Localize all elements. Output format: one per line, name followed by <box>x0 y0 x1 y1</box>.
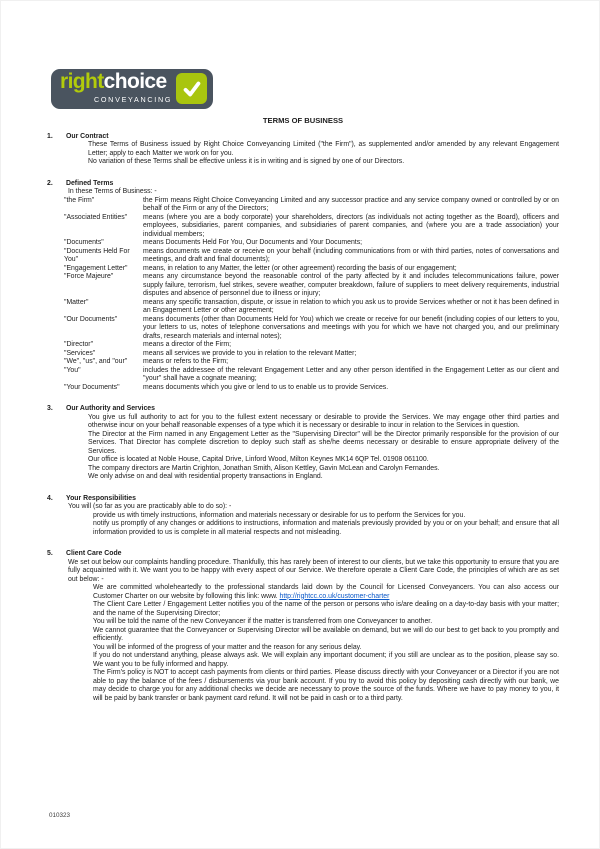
term-label: "Documents Held For You" <box>64 247 130 263</box>
term-label: "Director" <box>64 341 94 348</box>
document-body <box>1 117 600 716</box>
term-definition: means, in relation to any Matter, the letter (or other agreement) recording the basis of our engagement; <box>143 264 457 272</box>
section-authority-services <box>47 405 559 482</box>
term-label: "Our Documents" <box>64 315 118 323</box>
company-logo <box>51 69 213 109</box>
logo-word-right: right <box>60 70 104 93</box>
section-intro: In these Terms of Business: - <box>68 188 157 195</box>
section-number: 5. <box>47 550 53 557</box>
section-heading: Client Care Code <box>66 550 122 557</box>
term-row <box>64 197 559 214</box>
section-number: 2. <box>47 179 53 187</box>
term-label: "Matter" <box>64 298 89 306</box>
paragraph: We only advise on and deal with residential property transactions in England. <box>88 473 323 480</box>
term-definition: means Documents Held For You, Our Documents and Your Documents; <box>143 239 363 246</box>
term-definition: means documents which you give or lend to us to enable us to provide Services. <box>143 383 389 391</box>
logo-word-choice: choice <box>103 70 167 93</box>
paragraph: You will be informed of the progress of your matter and the reason for any serious delay. <box>93 643 362 651</box>
paragraph: The Client Care Letter / Engagement Letter notifies you of the name of the person or persons who is/are dealing on a day-to-day basis with your matter; and the name of the Supervising Director; <box>93 601 559 617</box>
term-definition: the Firm means Right Choice Conveyancing Limited and any successor practice and any service company owned or controlled by or on behalf of the Firm or any of the Directors; <box>143 196 559 212</box>
term-label: "Your Documents" <box>64 383 120 391</box>
paragraph-text: We are committed wholeheartedly to the professional standards laid down by the Council for Licensed Conveyancers. You can also access our Customer Charter on our website by following this link: www. <box>93 584 559 600</box>
paragraph: provide us with timely instructions, information and materials necessary or desirable for us to perform the Services for you. <box>93 511 466 519</box>
term-row <box>64 350 559 359</box>
term-row <box>64 248 559 265</box>
section-client-care-code <box>47 550 559 703</box>
section-number: 1. <box>47 132 53 140</box>
term-definition: means documents we create or receive on your behalf (including communications from or with third parties, notes of conversations and meetings, and draft and final documents); <box>143 247 559 263</box>
term-definition: means all services we provide to you in relation to the relevant Matter; <box>143 349 357 357</box>
term-row <box>64 214 559 240</box>
paragraph: If you do not understand anything, please always ask. We will explain any important document; if you still are unclear as to the position, please say so. We want you to be fully informed and happy. <box>93 652 559 668</box>
paragraph: We cannot guarantee that the Conveyancer or Supervising Director will be available on demand, but we will do our best to get back to you promptly and efficiently. <box>93 626 559 642</box>
term-label: "Force Majeure" <box>64 273 114 280</box>
term-definition: means (where you are a body corporate) your shareholders, directors (as individuals not acting together as the Board), officers and employees, subsidiaries, parent companies, and subsidiaries of parent companies, and (where you are a trade association) your individual members; <box>143 213 559 238</box>
term-row <box>64 358 559 367</box>
paragraph: You will be told the name of the new Conveyancer if the matter is transferred from one Conveyancer to another. <box>93 618 433 625</box>
section-intro: You will (so far as you are practicably able to do so): - <box>68 503 232 510</box>
section-number: 4. <box>47 494 53 502</box>
term-label: "Associated Entities" <box>64 213 128 221</box>
paragraph: These Terms of Business issued by Right Choice Conveyancing Limited ("the Firm"), as supplemented and/or amended by any relevant Engagement Letter; apply to each Matter we work on for you. <box>88 141 559 157</box>
paragraph: No variation of these Terms shall be effective unless it is in writing and is signed by one of our Directors. <box>88 158 405 165</box>
term-row <box>64 316 559 342</box>
term-row <box>64 299 559 316</box>
logo-wordmark <box>60 70 167 94</box>
term-label: "the Firm" <box>64 196 95 204</box>
term-definition: means a director of the Firm; <box>143 341 232 348</box>
paragraph: The Firm's policy is NOT to accept cash payments from clients or third parties. Please discuss directly with your Conveyancer or a Director if you are not able to pay the balance of the fees / disbursements via your bank account. If you try to avoid this policy by depositing cash directly with our bank, we may decide to charge you for any additional checks we decide are necessary to prove the source of the funds. Where we have to pay money to you, it will be paid by bank transfer or bank payment card refund. It will not be paid in cash or to a third party. <box>93 669 559 702</box>
term-label: "Engagement Letter" <box>64 264 128 272</box>
term-row <box>64 273 559 299</box>
section-heading: Our Authority and Services <box>66 405 155 412</box>
checkmark-icon <box>176 73 207 104</box>
section-defined-terms <box>47 180 559 393</box>
document-version-code: 010323 <box>49 812 71 819</box>
term-row <box>64 239 559 248</box>
page-title: TERMS OF BUSINESS <box>262 116 344 125</box>
paragraph: The company directors are Martin Crighton, Jonathan Smith, Alison Kettley, Gavin McLean and Carolyn Fernandes. <box>88 464 440 472</box>
section-intro: We set out below our complaints handling procedure. Thankfully, this has rarely been of interest to our clients, but we take this opportunity to ensure that you are fully acquainted with it. We want you to be happy with every aspect of our Service. We therefore operate a Client Care Code, the principles of which are as set out below: - <box>68 558 559 583</box>
term-label: "Services" <box>64 349 96 357</box>
term-label: "You" <box>64 366 81 374</box>
section-heading: Your Responsibilities <box>66 494 136 502</box>
paragraph: You give us full authority to act for you to the fullest extent necessary or desirable to provide the Services. We may engage other third parties and otherwise incur on your behalf reasonable expenses of a type which it is necessary or desirable to incur in relation to the Services in question. <box>88 413 559 429</box>
section-heading: Defined Terms <box>66 179 114 187</box>
section-heading: Our Contract <box>66 132 109 140</box>
paragraph-with-link <box>93 584 559 601</box>
term-label: "We", "us", and "our" <box>64 358 128 365</box>
term-definition: means any circumstance beyond the reasonable control of the party affected by it and includes telecommunications failure, power supply failure, terrorism, fuel strikes, severe weather, computer breakdown, failure of suppliers to meet delivery requirements, industrial disputes and absence of personnel due to illness or injury; <box>143 273 559 297</box>
term-label: "Documents" <box>64 239 104 246</box>
term-definition: means documents (other than Documents Held for You) which we create or receive for our benefit (including copies of our letters to you, your letters to us, notes of telephone conversations and meetings with you for which we have not charged you, and our preliminary drafts, research materials and internal notes); <box>143 315 559 340</box>
customer-charter-link[interactable]: http://rightcc.co.uk/customer-charter <box>279 592 390 600</box>
logo-tagline: CONVEYANCING <box>94 95 173 104</box>
term-row <box>64 367 559 384</box>
term-row <box>64 341 559 350</box>
paragraph: The Director at the Firm named in any Engagement Letter as the "Supervising Director" will be the Director primarily responsible for the provision of our Services. That Director has complete discretion to deploy such staff as she/he deems necessary or desirable to ensure appropriate delivery of the Services. <box>88 430 559 455</box>
term-definition: means any specific transaction, dispute, or issue in relation to which you ask us to provide Services whether or not it has been defined in an Engagement Letter or other agreement; <box>143 298 559 314</box>
paragraph: notify us promptly of any changes or additions to instructions, information and materials previously provided by you or on your behalf; and ensure that all information provided to us is complete in all material respects and not misleading. <box>93 520 559 536</box>
term-row <box>64 265 559 274</box>
term-definition: means or refers to the Firm; <box>143 358 229 365</box>
section-our-contract <box>47 133 559 167</box>
term-row <box>64 384 559 393</box>
paragraph: Our office is located at Noble House, Capital Drive, Linford Wood, Milton Keynes MK14 6QP Tel. 01908 061100. <box>88 456 429 463</box>
section-your-responsibilities <box>47 495 559 538</box>
term-definition: includes the addressee of the relevant Engagement Letter and any other person identified in the Engagement Letter as our client and "your" shall have a cognate meaning; <box>143 366 559 382</box>
section-number: 3. <box>47 405 53 412</box>
